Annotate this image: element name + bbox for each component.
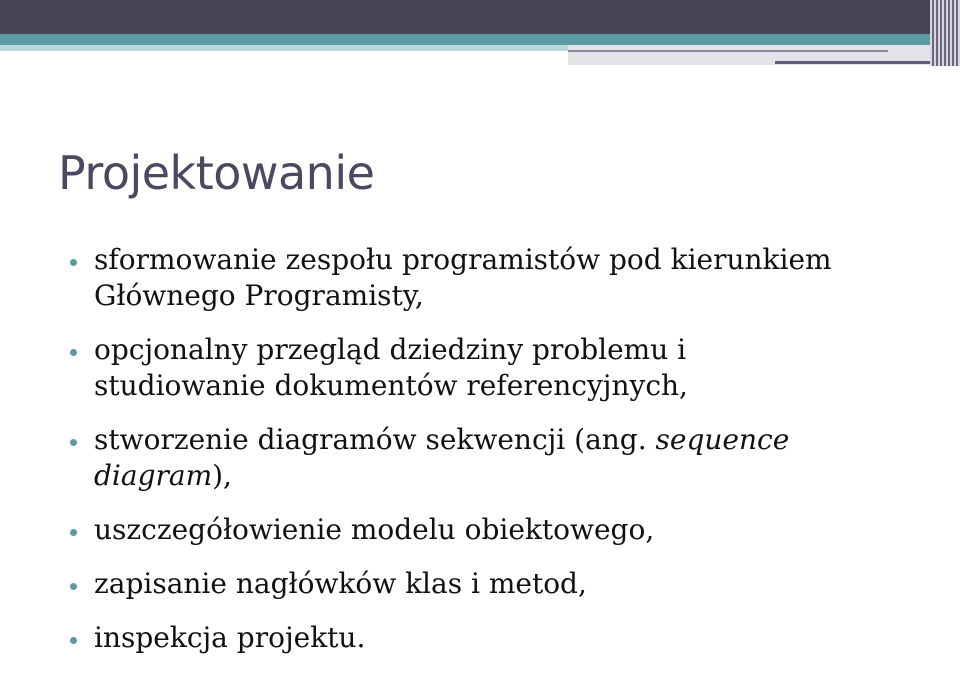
bullet-text: uszczegółowienie modelu obiektowego, — [94, 513, 655, 546]
bullet-item — [68, 422, 854, 494]
slide-title: Projektowanie — [58, 146, 375, 200]
header-decor-line-2 — [775, 61, 940, 64]
bullet-dot-icon — [70, 439, 77, 446]
header-decor-line — [568, 50, 888, 52]
header-bar — [0, 0, 960, 34]
bullet-text: inspekcja projektu. — [94, 621, 366, 654]
bullet-text: zapisanie nagłówków klas i metod, — [94, 567, 587, 600]
bullet-item — [68, 242, 914, 314]
bullet-item — [68, 566, 948, 602]
header-stripes — [930, 0, 960, 66]
bullet-text: sformowanie zespołu programistów pod kierunkiem Głównego Programisty, — [94, 243, 832, 312]
bullet-text: opcjonalny przegląd dziedziny problemu i studiowanie dokumentów referencyjnych, — [94, 333, 688, 402]
bullet-text-pre: stworzenie diagramów sekwencji (ang. — [94, 423, 656, 456]
header-accent-light — [0, 45, 568, 51]
bullet-text-post: ), — [212, 459, 232, 492]
bullet-dot-icon — [70, 259, 77, 266]
bullet-text-italic: sequence diagram — [94, 423, 790, 492]
bullet-dot-icon — [70, 349, 77, 356]
bullet-dot-icon — [70, 529, 77, 536]
bullet-dot-icon — [70, 583, 77, 590]
bullet-list — [68, 242, 948, 674]
bullet-item — [68, 620, 948, 656]
bullet-item — [68, 332, 744, 404]
header-accent-band — [0, 34, 960, 45]
bullet-item — [68, 512, 948, 548]
bullet-dot-icon — [70, 637, 77, 644]
